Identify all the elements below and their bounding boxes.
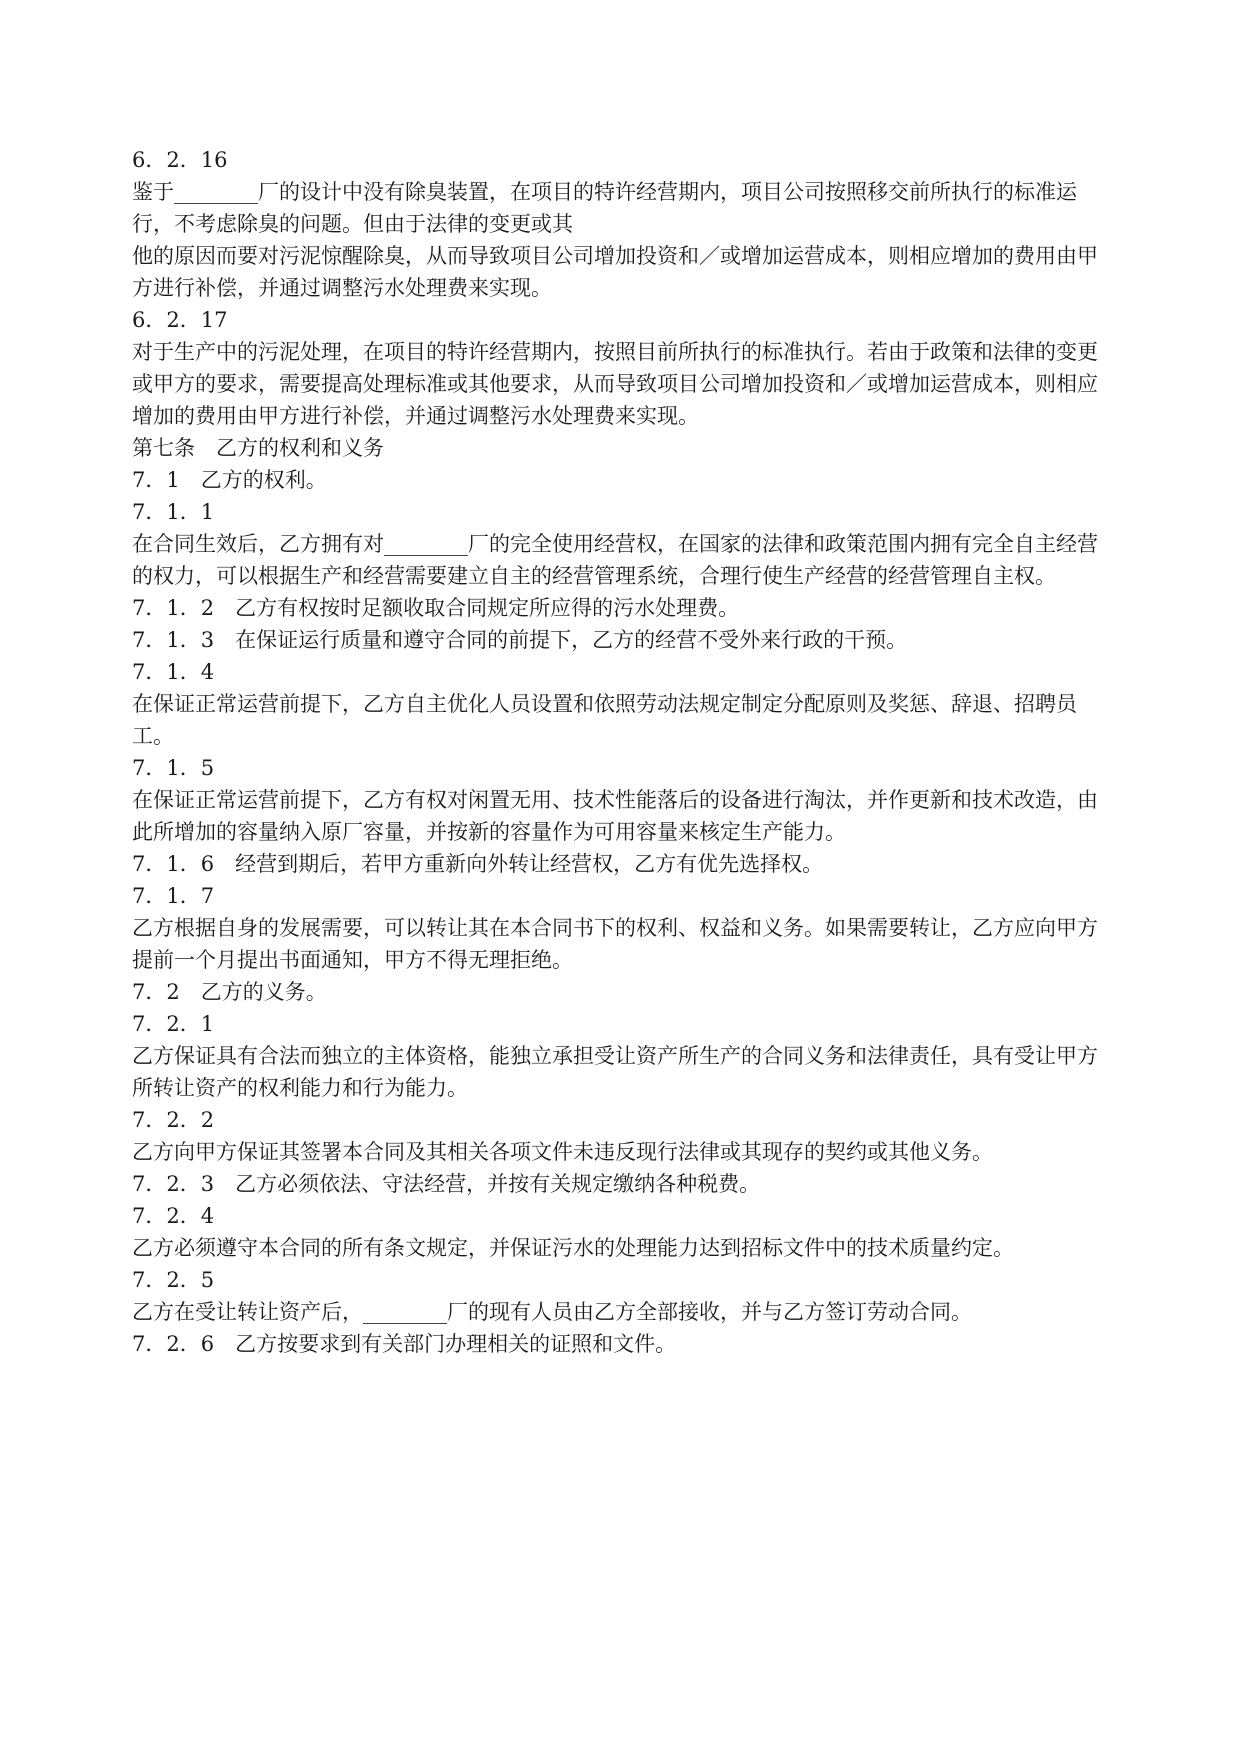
clause-7-2-3: 7．2．3 乙方必须依法、守法经营，并按有关规定缴纳各种税费。 <box>132 1172 761 1196</box>
clause-7-2-6: 7．2．6 乙方按要求到有关部门办理相关的证照和文件。 <box>132 1332 677 1356</box>
clause-number-7-1-4: 7．1．4 <box>132 660 215 684</box>
clause-number-7-2-5: 7．2．5 <box>132 1268 215 1292</box>
document-body <box>132 144 1112 1360</box>
clause-text-7-2-5: 乙方在受让转让资产后，________厂的现有人员由乙方全部接收，并与乙方签订劳动合同。 <box>132 1300 972 1324</box>
clause-text-7-1-7: 乙方根据自身的发展需要，可以转让其在本合同书下的权利、权益和义务。如果需要转让，乙方应向甲方提前一个月提出书面通知，甲方不得无理拒绝。 <box>132 916 1098 972</box>
clause-text-7-1-4: 在保证正常运营前提下，乙方自主优化人员设置和依照劳动法规定制定分配原则及奖惩、辞退、招聘员工。 <box>132 692 1077 748</box>
section-7-1-heading: 7．1 乙方的权利。 <box>132 468 327 492</box>
clause-number-7-2-4: 7．2．4 <box>132 1204 215 1228</box>
clause-number-7-2-1: 7．2．1 <box>132 1012 215 1036</box>
clause-text-6-2-16-part1: 鉴于________厂的设计中没有除臭装置，在项目的特许经营期内，项目公司按照移交前所执行的标准运行，不考虑除臭的问题。但由于法律的变更或其 <box>132 180 1077 236</box>
clause-7-1-6: 7．1．6 经营到期后，若甲方重新向外转让经营权，乙方有优先选择权。 <box>132 852 824 876</box>
clause-number-7-1-5: 7．1．5 <box>132 756 215 780</box>
article-7-heading: 第七条 乙方的权利和义务 <box>132 436 384 460</box>
clause-number-6-2-17: 6．2．17 <box>132 308 228 332</box>
clause-number-7-1-7: 7．1．7 <box>132 884 215 908</box>
clause-text-6-2-16-part2: 他的原因而要对污泥惊醒除臭，从而导致项目公司增加投资和／或增加运营成本，则相应增加的费用由甲方进行补偿，并通过调整污水处理费来实现。 <box>132 244 1098 300</box>
clause-text-6-2-17: 对于生产中的污泥处理，在项目的特许经营期内，按照目前所执行的标准执行。若由于政策和法律的变更或甲方的要求，需要提高处理标准或其他要求，从而导致项目公司增加投资和／或增加运营成本，则相应增加的费用由甲方进行补偿，并通过调整污水处理费来实现。 <box>132 340 1098 428</box>
section-7-2-heading: 7．2 乙方的义务。 <box>132 980 327 1004</box>
clause-7-1-3: 7．1．3 在保证运行质量和遵守合同的前提下，乙方的经营不受外来行政的干预。 <box>132 628 908 652</box>
clause-text-7-1-1: 在合同生效后，乙方拥有对________厂的完全使用经营权，在国家的法律和政策范围内拥有完全自主经营的权力，可以根据生产和经营需要建立自主的经营管理系统，合理行使生产经营的经营管理自主权。 <box>132 532 1098 588</box>
clause-text-7-2-1: 乙方保证具有合法而独立的主体资格，能独立承担受让资产所生产的合同义务和法律责任，具有受让甲方所转让资产的权利能力和行为能力。 <box>132 1044 1098 1100</box>
clause-7-1-2: 7．1．2 乙方有权按时足额收取合同规定所应得的污水处理费。 <box>132 596 740 620</box>
clause-number-7-1-1: 7．1．1 <box>132 500 215 524</box>
clause-number-7-2-2: 7．2．2 <box>132 1108 215 1132</box>
clause-text-7-2-2: 乙方向甲方保证其签署本合同及其相关各项文件未违反现行法律或其现存的契约或其他义务。 <box>132 1140 993 1164</box>
clause-text-7-1-5: 在保证正常运营前提下，乙方有权对闲置无用、技术性能落后的设备进行淘汰，并作更新和技术改造，由此所增加的容量纳入原厂容量，并按新的容量作为可用容量来核定生产能力。 <box>132 788 1098 844</box>
clause-number-6-2-16: 6．2．16 <box>132 148 228 172</box>
clause-text-7-2-4: 乙方必须遵守本合同的所有条文规定，并保证污水的处理能力达到招标文件中的技术质量约定。 <box>132 1236 1014 1260</box>
